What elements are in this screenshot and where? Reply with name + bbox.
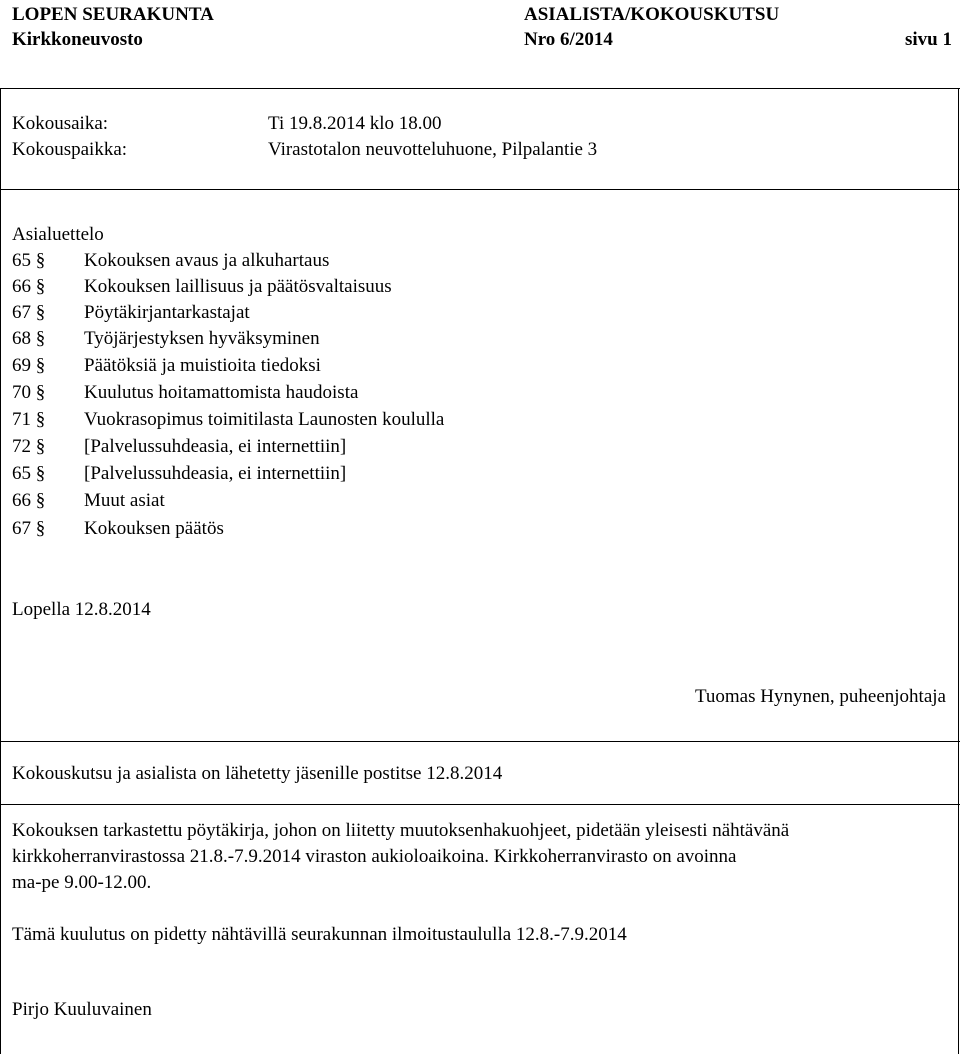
agenda-item-number: 66 § [12,276,46,297]
agenda-item-title: Työjärjestyksen hyväksyminen [84,328,320,349]
agenda-item [12,516,224,542]
poster-name: Pirjo Kuuluvainen [12,999,152,1020]
divider-signature [0,741,960,742]
agenda-item [12,274,392,300]
agenda-item-title: Pöytäkirjantarkastajat [84,302,250,323]
meeting-place-value: Virastotalon neuvotteluhuone, Pilpalantie 3 [268,139,598,160]
agenda-item [12,300,250,326]
divider-top [0,88,960,89]
agenda-item [12,353,321,379]
agenda-item-number: 67 § [12,518,46,539]
agenda-item [12,380,358,406]
agenda-item [12,248,329,274]
agenda-item-title: Kokouksen laillisuus ja päätösvaltaisuus [84,276,392,297]
page-number: sivu 1 [905,29,952,50]
agenda-item-number: 66 § [12,490,46,511]
agenda-item-number: 72 § [12,436,46,457]
meeting-time-value: Ti 19.8.2014 klo 18.00 [268,113,442,134]
agenda-item [12,407,444,433]
agenda-item [12,434,346,460]
posting-note: Tämä kuulutus on pidetty nähtävillä seurakunnan ilmoitustaululla 12.8.-7.9.2014 [12,924,627,945]
agenda-item-title: Kokouksen avaus ja alkuhartaus [84,250,330,271]
chairperson-signature: Tuomas Hynynen, puheenjohtaja [694,686,946,707]
meeting-time-label: Kokousaika: [12,113,109,134]
divider-meeting [0,189,960,190]
agenda-item-number: 69 § [12,355,46,376]
frame-left [0,88,1,1054]
document-type: ASIALISTA/KOKOUSKUTSU [524,4,780,25]
agenda-item-title: [Palvelussuhdeasia, ei internettiin] [84,436,347,457]
agenda-item-title: Kokouksen päätös [84,518,224,539]
agenda-item-number: 70 § [12,382,46,403]
minutes-notice-line-2: kirkkoherranvirastossa 21.8.-7.9.2014 viraston aukioloaikoina. Kirkkoherranvirasto on avoinna [12,846,737,867]
agenda-item-title: Kuulutus hoitamattomista haudoista [84,382,359,403]
agenda-item-number: 65 § [12,463,46,484]
agenda-item-title: [Palvelussuhdeasia, ei internettiin] [84,463,347,484]
document-number: Nro 6/2014 [524,29,613,50]
frame-right [958,88,959,1054]
agenda-item [12,326,320,352]
agenda-item-number: 65 § [12,250,46,271]
place-and-date: Lopella 12.8.2014 [12,599,151,620]
agenda-item [12,488,165,514]
minutes-notice-line-3: ma-pe 9.00-12.00. [12,872,152,893]
agenda-item-number: 67 § [12,302,46,323]
org-name: LOPEN SEURAKUNTA [12,4,214,25]
agenda-item-title: Vuokrasopimus toimitilasta Launosten koululla [84,409,445,430]
agenda-item-title: Muut asiat [84,490,165,511]
agenda-item-number: 71 § [12,409,46,430]
agenda-item [12,461,346,487]
meeting-place-label: Kokouspaikka: [12,139,128,160]
minutes-notice-line-1: Kokouksen tarkastettu pöytäkirja, johon on liitetty muutoksenhakuohjeet, pidetään yleisesti nähtävänä [12,820,790,841]
agenda-item-number: 68 § [12,328,46,349]
governing-body: Kirkkoneuvosto [12,29,143,50]
invitation-sent-note: Kokouskutsu ja asialista on lähetetty jäsenille postitse 12.8.2014 [12,763,503,784]
agenda-item-title: Päätöksiä ja muistioita tiedoksi [84,355,321,376]
divider-notice [0,804,960,805]
agenda-heading: Asialuettelo [12,224,104,245]
